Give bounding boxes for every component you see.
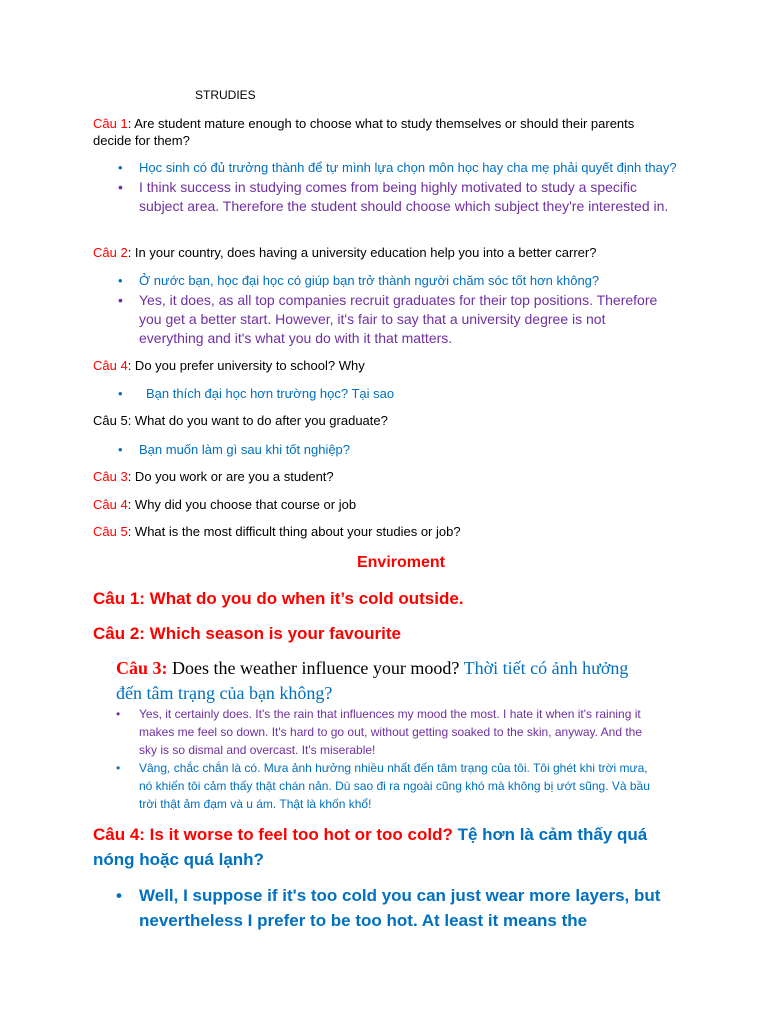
env-question-4: Câu 4: Is it worse to feel too hot or too cold? Tệ hơn là cảm thấy quá nóng hoặc quá lạnh? (93, 825, 648, 869)
list-item: • Well, I suppose if it's too cold you can just wear more layers, but nevertheless I prefer to be too hot. At least it means the (116, 883, 676, 933)
question-3b: Câu 3: Do you work or are you a student? (93, 469, 334, 484)
doc-title: STRUDIES (195, 88, 256, 102)
env-question-2: Câu 2: Which season is your favourite (93, 624, 401, 643)
question-1: Câu 1: Are student mature enough to choose what to study themselves or should their parents decide for them? (93, 116, 635, 148)
list-item: • Bạn muốn làm gì sau khi tốt nghiệp? (118, 440, 668, 459)
list-item: • Vâng, chắc chắn là có. Mưa ảnh hưởng nhiều nhất đến tâm trạng của tôi. Tôi ghét khi trời mưa, nó khiến tôi cảm thấy thật chán nản. Dù sao đi ra ngoài cũng khó mà không bị ướt sũng. Và bầu trời thật ảm đạm và u ám. Thật là khốn khổ! (116, 759, 656, 813)
question-4-answers (118, 384, 668, 403)
list-item: • Học sinh có đủ trưởng thành để tự mình lựa chọn môn học hay cha mẹ phải quyết định thay? (118, 158, 678, 177)
question-5b: Câu 5: What is the most difficult thing about your studies or job? (93, 524, 461, 539)
list-item: • I think success in studying comes from being highly motivated to study a specific subject area. Therefore the student should choose which subject they're interested in. (118, 178, 678, 216)
env-question-4-answers (116, 883, 676, 933)
env-question-3: Câu 3: Does the weather influence your mood? Thời tiết có ảnh hưởng đến tâm trạng của bạn không? (116, 658, 629, 703)
question-1-answers (118, 158, 678, 216)
list-item: • Ở nước bạn, học đại học có giúp bạn trở thành người chăm sóc tốt hơn không? (118, 271, 668, 290)
list-item: • Yes, it does, as all top companies recruit graduates for their top positions. Therefore you get a better start. However, it's fair to say that a university degree is not everything and it's what you do with it that matters. (118, 291, 668, 348)
section-heading: Enviroment (356, 554, 445, 571)
question-4: Câu 4: Do you prefer university to school? Why (93, 358, 365, 373)
env-question-1: Câu 1: What do you do when it’s cold outside. (93, 589, 464, 608)
list-item: • Yes, it certainly does. It's the rain that influences my mood the most. I hate it when it's raining it makes me feel so down. It's hard to go out, without getting soaked to the skin, anyway. And the sky is so dismal and overcast. It's miserable! (116, 705, 656, 759)
question-4b: Câu 4: Why did you choose that course or job (93, 497, 357, 512)
list-item: • Bạn thích đại học hơn trường học? Tại sao (118, 384, 668, 403)
question-2: Câu 2: In your country, does having a university education help you into a better carrer? (93, 245, 597, 260)
question-5-answers (118, 440, 668, 459)
question-5: Câu 5: What do you want to do after you graduate? (93, 413, 388, 428)
env-question-3-answers (116, 705, 656, 813)
question-2-answers (118, 271, 668, 348)
